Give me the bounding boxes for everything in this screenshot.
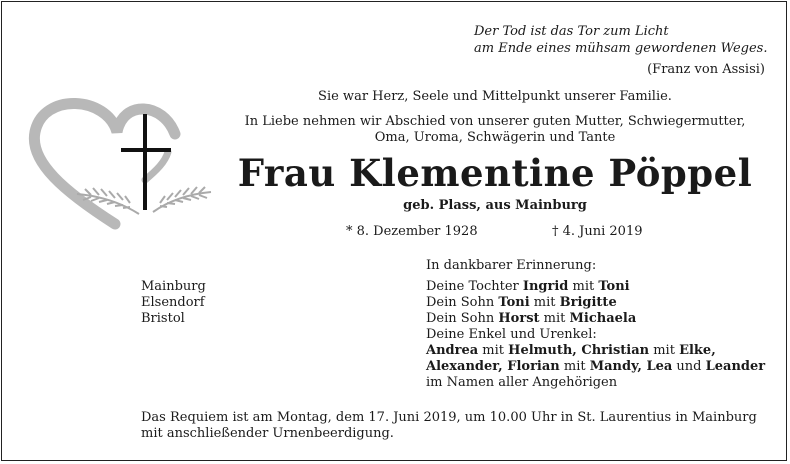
place-item: Elsendorf [141,295,205,310]
mourner-text: mit [559,359,590,374]
mourner-name: Andrea [426,343,479,358]
mourner-name: Brigitte [559,295,617,310]
mourner-name: Mandy, Lea [589,359,673,374]
quote-line-1: Der Tod ist das Tor zum Licht [474,24,669,39]
mourner-list [426,279,765,391]
mourner-name: Leander [705,359,766,374]
birth-name: geb. Plass, aus Mainburg [403,198,587,213]
mourner-name: Toni [598,279,630,294]
birth-date: * 8. Dezember 1928 [346,224,478,239]
death-date: † 4. Juni 2019 [552,224,643,239]
place-list [141,279,206,327]
intro-line-3: Oma, Uroma, Schwägerin und Tante [374,130,616,145]
place-item: Mainburg [141,279,206,294]
mourner-text: im Namen aller Angehörigen [426,375,618,390]
mourner-text: mit [649,343,680,358]
mourner-line [426,375,765,391]
mourner-line [426,327,765,343]
quote-line-2: am Ende eines mühsam gewordenen Weges. [474,41,768,56]
mourner-text: mit [539,311,570,326]
mourner-name: Elke, [679,343,716,358]
mourners-heading: In dankbarer Erinnerung: [426,258,597,273]
mourner-text: mit [529,295,560,310]
mourner-text: mit [568,279,599,294]
service-line-2: mit anschließender Urnenbeerdigung. [141,426,394,441]
mourner-line [426,295,765,311]
mourner-line [426,343,765,359]
mourner-text: mit [478,343,509,358]
mourner-name: Helmuth, Christian [508,343,650,358]
mourner-text: Dein Sohn [426,295,499,310]
mourner-line [426,279,765,295]
mourner-line [426,311,765,327]
service-line-1: Das Requiem ist am Montag, dem 17. Juni 2019, um 10.00 Uhr in St. Laurentius in Mainburg [141,410,757,425]
mourner-name: Toni [498,295,530,310]
place-item: Bristol [141,311,185,326]
mourner-text: Deine Enkel und Urenkel: [426,327,597,342]
deceased-name: Frau Klementine Pöppel [237,151,753,195]
mourner-line [426,359,765,375]
mourner-name: Alexander, Florian [426,359,560,374]
mourner-name: Michaela [569,311,637,326]
mourner-text: Dein Sohn [426,311,499,326]
mourner-text: Deine Tochter [426,279,523,294]
quote-author: (Franz von Assisi) [647,62,765,77]
mourner-name: Ingrid [522,279,569,294]
intro-line-1: Sie war Herz, Seele und Mittelpunkt unserer Familie. [318,89,672,104]
intro-line-2: In Liebe nehmen wir Abschied von unserer guten Mutter, Schwiegermutter, [244,114,746,129]
mourner-name: Horst [498,311,540,326]
mourner-text: und [672,359,706,374]
